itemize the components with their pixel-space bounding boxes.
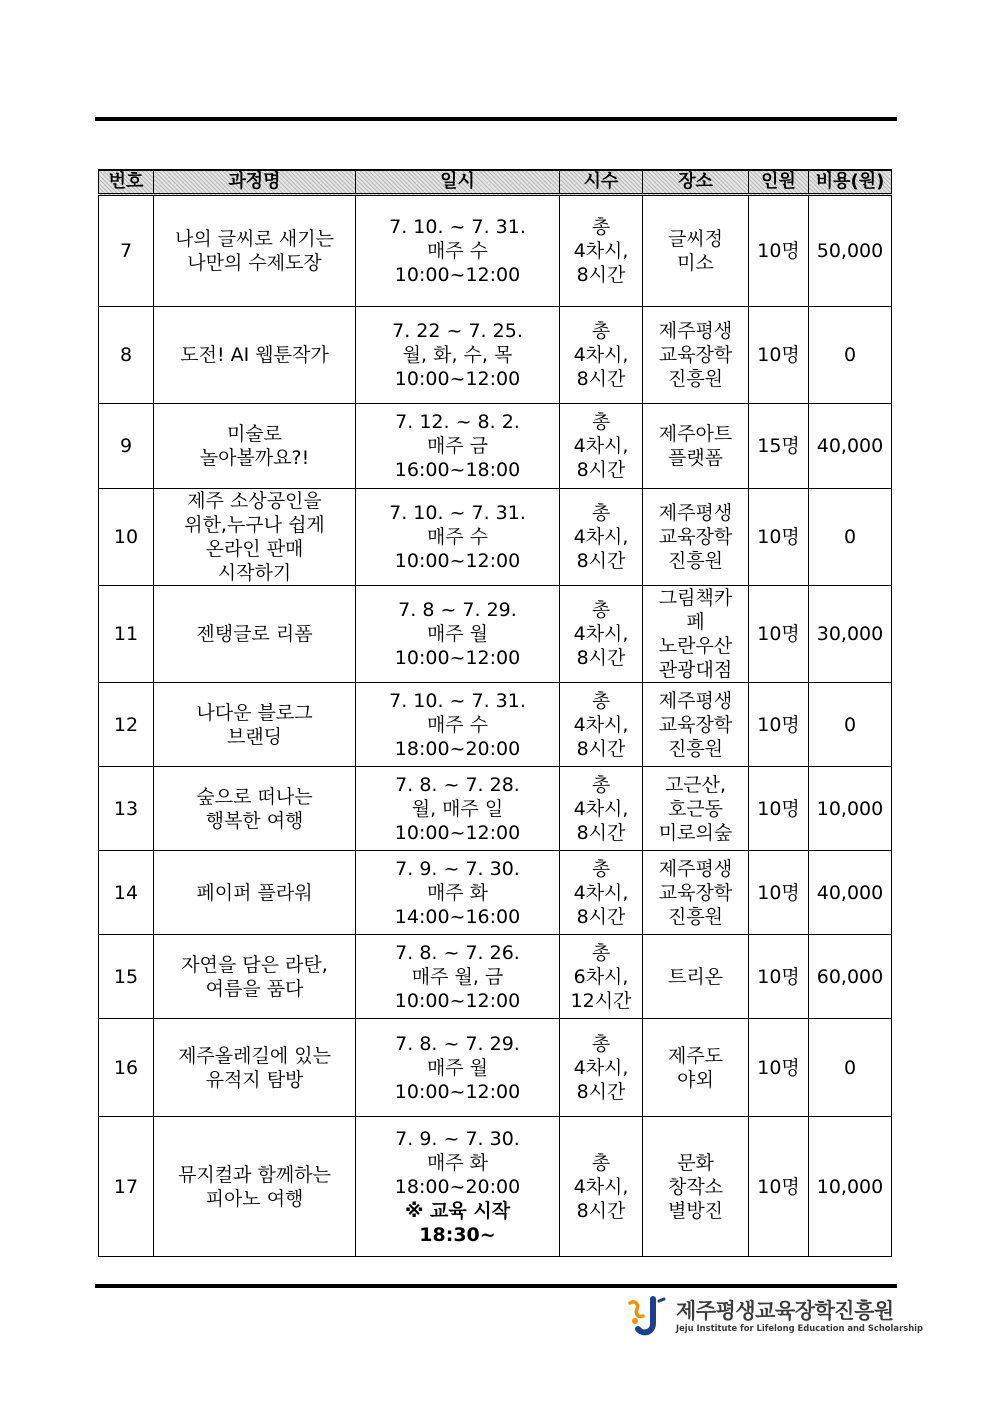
course-capacity: 10명 [749,851,809,935]
course-hours [560,586,643,683]
cell-line: 젠탱글로 리폼 [196,623,313,645]
institute-logo [622,1292,924,1342]
course-schedule [356,1019,560,1117]
cell-line: 미로의숲 [658,821,733,844]
cell-line: 4차시, [573,526,629,548]
cell-line: 매주 월 [426,623,489,645]
jeju-institute-logo-icon [626,1295,668,1337]
cell-line: 제주올레길에 있는 [178,1044,331,1067]
table-row [99,586,892,683]
table-row [99,935,892,1019]
course-schedule [356,767,560,851]
course-number: 14 [99,851,154,935]
course-place [643,586,749,683]
cell-line: 8시간 [576,821,626,844]
course-name [154,404,356,489]
cell-line: 관광대점 [658,659,733,681]
cell-line: 위한,누구나 쉽게 [184,514,325,536]
column-header: 과정명 [154,170,356,195]
cell-line: 8시간 [576,905,626,928]
cell-line: 제주평생 [658,502,733,524]
cell-line: 나만의 수제도장 [187,252,322,274]
course-place [643,195,749,307]
course-cost: 0 [809,683,892,767]
course-number: 15 [99,935,154,1019]
cell-line: 유적지 탐방 [205,1068,304,1091]
cell-line: 제주평생 [658,689,733,712]
course-cost: 40,000 [809,404,892,489]
course-cost: 0 [809,307,892,404]
course-cost: 40,000 [809,851,892,935]
table-row [99,489,892,586]
institute-name-en: Jeju Institute for Lifelong Education and Scholarship [676,1323,924,1333]
cell-line: 4차시, [573,1056,629,1079]
cell-line: 4차시, [573,240,629,262]
cell-line: 7. 8. ~ 7. 26. [395,941,520,964]
cell-line: 8시간 [576,1080,626,1103]
course-number: 17 [99,1117,154,1257]
course-name [154,851,356,935]
course-schedule [356,1117,560,1257]
table-row [99,307,892,404]
cell-line: 총 [591,773,611,796]
course-schedule [356,935,560,1019]
cell-line: 트리온 [667,965,724,988]
cell-line: 4차시, [573,1175,629,1198]
course-hours [560,851,643,935]
course-place [643,767,749,851]
cell-line: 월, 화, 수, 목 [402,344,513,366]
cell-line: 별방진 [667,1199,724,1222]
cell-line: 여름을 품다 [205,977,304,1000]
course-place [643,1019,749,1117]
cell-line: 4차시, [573,797,629,820]
cell-line: 12시간 [570,989,632,1012]
course-place [643,404,749,489]
cell-line: 뮤지컬과 함께하는 [178,1163,331,1186]
cell-line: 월, 매주 일 [411,797,504,820]
cell-line: 고근산, [664,773,727,796]
course-capacity: 10명 [749,1019,809,1117]
cell-line: 시작하기 [217,562,292,584]
course-place [643,307,749,404]
cell-line: 7. 22 ~ 7. 25. [392,320,523,342]
course-capacity: 10명 [749,1117,809,1257]
cell-line: 7. 10. ~ 7. 31. [389,502,526,524]
top-rule [95,117,897,121]
cell-line: 놀아볼까요?! [199,447,310,469]
cell-line: 피아노 여행 [205,1187,304,1210]
cell-line: 페이퍼 플라워 [196,881,313,904]
cell-line: 16:00~18:00 [394,459,521,481]
cell-line: 진흥원 [667,550,724,572]
cell-line: 4차시, [573,344,629,366]
cell-line: 진흥원 [667,905,724,928]
cell-line: 10:00~12:00 [394,821,521,844]
course-schedule [356,404,560,489]
cell-line: 총 [591,857,611,880]
cell-line: 미소 [677,252,714,274]
cell-line: 도전! AI 웹툰작가 [180,344,329,366]
cell-line: 매주 수 [426,526,489,548]
course-capacity: 10명 [749,195,809,307]
bottom-rule [95,1284,897,1288]
cell-line: 4차시, [573,435,629,457]
institute-name-ko: 제주평생교육장학진흥원 [676,1299,894,1323]
course-place [643,489,749,586]
course-place [643,935,749,1019]
table-row [99,1117,892,1257]
course-name [154,586,356,683]
course-hours [560,307,643,404]
course-schedule [356,195,560,307]
course-name [154,1117,356,1257]
cell-line: 7. 12. ~ 8. 2. [395,411,520,433]
cell-line: 제주 소상공인을 [187,490,322,512]
cell-line: 총 [591,502,611,524]
cell-line: 10:00~12:00 [394,264,521,286]
table-row [99,195,892,307]
course-schedule [356,586,560,683]
column-header: 인원 [749,170,809,195]
cell-line: 그림책카 [658,587,733,609]
table-header-row [99,170,892,195]
table-row [99,767,892,851]
cell-line: 제주아트 [658,423,733,445]
cell-line: 총 [591,941,611,964]
cell-line: 자연을 담은 라탄, [181,953,328,976]
course-name [154,1019,356,1117]
cell-line: 7. 10. ~ 7. 31. [389,216,526,238]
cell-line: 10:00~12:00 [394,368,521,390]
cell-line: 매주 화 [426,881,489,904]
course-table [98,169,892,1257]
cell-line: 18:00~20:00 [394,737,521,760]
cell-line: 10:00~12:00 [394,550,521,572]
cell-line: 페 [686,611,705,633]
course-schedule [356,683,560,767]
cell-line: 야외 [677,1068,714,1091]
column-header: 번호 [99,170,154,195]
course-place [643,683,749,767]
cell-line: 8시간 [576,264,626,286]
cell-line: 매주 화 [426,1151,489,1174]
cell-line: 총 [591,216,611,238]
course-number: 8 [99,307,154,404]
cell-line: 총 [591,1151,611,1174]
course-name [154,935,356,1019]
cell-line: 호근동 [667,797,724,820]
course-name [154,489,356,586]
cell-line: 총 [591,320,611,342]
cell-line: 7. 8. ~ 7. 29. [395,1032,520,1055]
cell-line: 4차시, [573,623,629,645]
course-cost: 60,000 [809,935,892,1019]
course-hours [560,1117,643,1257]
column-header: 일시 [356,170,560,195]
course-capacity: 10명 [749,489,809,586]
cell-line: 총 [591,599,611,621]
course-number: 9 [99,404,154,489]
cell-line: 숲으로 떠나는 [196,785,313,808]
course-capacity: 10명 [749,935,809,1019]
cell-line: 8시간 [576,737,626,760]
course-cost: 30,000 [809,586,892,683]
cell-line: 7. 8. ~ 7. 28. [395,773,520,796]
course-capacity: 10명 [749,767,809,851]
course-name [154,683,356,767]
cell-line: 교육장학 [658,881,733,904]
course-cost: 0 [809,1019,892,1117]
cell-line: 나의 글씨로 새기는 [175,228,334,250]
course-schedule [356,851,560,935]
cell-line: 18:00~20:00 [394,1175,521,1198]
course-place [643,851,749,935]
cell-line: 매주 월, 금 [411,965,504,988]
cell-line: 10:00~12:00 [394,647,521,669]
cell-line: 진흥원 [667,368,724,390]
cell-line: 10:00~12:00 [394,1080,521,1103]
course-name [154,307,356,404]
course-number: 10 [99,489,154,586]
course-cost: 0 [809,489,892,586]
cell-line: 행복한 여행 [205,809,304,832]
cell-line: 8시간 [576,647,626,669]
cell-line: 10:00~12:00 [394,989,521,1012]
course-name [154,767,356,851]
column-header: 시수 [560,170,643,195]
cell-line: 4차시, [573,881,629,904]
course-capacity: 10명 [749,683,809,767]
course-hours [560,683,643,767]
course-schedule [356,489,560,586]
cell-line: 글씨정 [667,228,724,250]
cell-line: 플랫폼 [667,447,724,469]
course-hours [560,489,643,586]
cell-line: 8시간 [576,550,626,572]
course-number: 12 [99,683,154,767]
table-row [99,683,892,767]
cell-line: 4차시, [573,713,629,736]
cell-line: 노란우산 [658,635,733,657]
table-row [99,404,892,489]
cell-line: 문화 [677,1151,714,1174]
cell-line: 교육장학 [658,344,733,366]
cell-line: 8시간 [576,368,626,390]
cell-line: 진흥원 [667,737,724,760]
cell-line: 미술로 [226,423,283,445]
course-number: 16 [99,1019,154,1117]
course-number: 11 [99,586,154,683]
cell-line: 제주도 [667,1044,724,1067]
cell-line: 7. 8 ~ 7. 29. [398,599,517,621]
cell-line: 교육장학 [658,713,733,736]
course-cost: 10,000 [809,767,892,851]
cell-line: 온라인 판매 [205,538,304,560]
course-name [154,195,356,307]
cell-line: 총 [591,689,611,712]
cell-line: 7. 9. ~ 7. 30. [395,1127,520,1150]
cell-line: 제주평생 [658,320,733,342]
course-hours [560,767,643,851]
cell-line: 8시간 [576,1199,626,1222]
schedule-note: ※ 교육 시작 [404,1199,511,1222]
table-row [99,1019,892,1117]
course-capacity: 10명 [749,307,809,404]
cell-line: 7. 9. ~ 7. 30. [395,857,520,880]
cell-line: 브랜딩 [226,725,283,748]
course-hours [560,935,643,1019]
cell-line: 매주 월 [426,1056,489,1079]
cell-line: 창작소 [667,1175,724,1198]
course-hours [560,404,643,489]
cell-line: 제주평생 [658,857,733,880]
cell-line: 8시간 [576,459,626,481]
cell-line: 총 [591,411,611,433]
cell-line: 7. 10. ~ 7. 31. [389,689,526,712]
course-cost: 50,000 [809,195,892,307]
course-schedule [356,307,560,404]
course-place [643,1117,749,1257]
course-hours [560,1019,643,1117]
cell-line: 교육장학 [658,526,733,548]
course-cost: 10,000 [809,1117,892,1257]
cell-line: 총 [591,1032,611,1055]
table-row [99,851,892,935]
course-hours [560,195,643,307]
cell-line: 매주 수 [426,240,489,262]
course-capacity: 10명 [749,586,809,683]
column-header: 장소 [643,170,749,195]
course-number: 7 [99,195,154,307]
cell-line: 14:00~16:00 [394,905,521,928]
course-number: 13 [99,767,154,851]
cell-line: 6차시, [573,965,629,988]
cell-line: 매주 금 [426,435,489,457]
course-capacity: 15명 [749,404,809,489]
schedule-note: 18:30~ [419,1223,496,1246]
column-header: 비용(원) [809,170,892,195]
cell-line: 나다운 블로그 [196,701,313,724]
cell-line: 매주 수 [426,713,489,736]
